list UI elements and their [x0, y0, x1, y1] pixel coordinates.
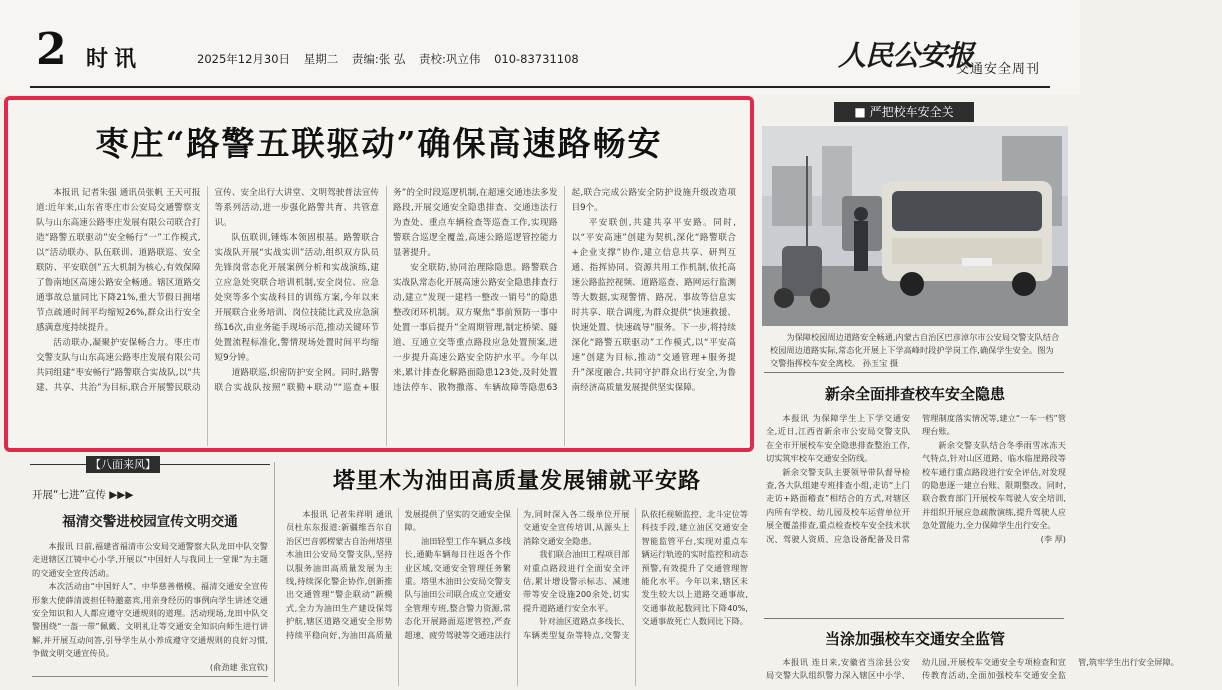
fuqing-paragraph: 本报讯 日前,福建省福清市公安局交通警察大队龙田中队交警走进辖区江镜中心小学,开展以“中国好人与我同上一堂课”为主题的交通安全宣传活动。 — [32, 541, 268, 578]
xinyu-headline: 新余全面排查校车安全隐患 — [824, 385, 1005, 403]
section-label: 【八面来风】 — [86, 456, 160, 473]
kicker: 开展“七进”宣传 ▶▶▶ — [32, 489, 134, 501]
lead-paragraph: 安全联防,协同治理除隐患。路警联合实战队常态化开展高速公路安全隐患排查行动,建立“发现一建档一整改一销号”的隐患整改闭环机制。双方聚焦“事前预防一事中处置一事后提升”全周期管理,制定桥梁、隧道、互通立交等重点路段应急处置预案,进一步提升高速公路安全防护水平。今年以来,累计排查化解路面隐患123处,及时处置违法停车、散物撒落、车辆故障等隐患63起,联合完成公路安全防护设施升级改造项目9个。 — [393, 188, 736, 393]
fuqing-paragraph: 本次活动由“中国好人”、中华慈善楷模、福清交通安全宣传形象大使薛清波担任特邀嘉宾,用亲身经历的事例向学生讲述交通安全知识和人人都应遵守交通规则的道理。活动现场,龙田中队交警围绕“一盔一带”佩戴、文明礼让等交通安全知识向师生进行讲解,并开展互动问答,引导学生从小养成遵守交通规则的良好习惯,争做文明交通宣传员。 — [32, 581, 268, 659]
page-number: 2 — [36, 24, 67, 75]
divider — [764, 618, 1064, 619]
divider — [764, 372, 1064, 373]
issue-phone: 010-83731108 — [494, 52, 579, 66]
lead-article[interactable] — [4, 96, 754, 452]
xinyu-body — [766, 412, 1066, 616]
xinyu-author: (李 厚) — [1040, 533, 1066, 544]
issue-info — [197, 51, 589, 67]
lead-body — [36, 186, 736, 446]
brand-logo: 人民公安报 — [838, 39, 974, 72]
tarim-paragraph: 油田轻型工作车辆点多线长,通勤车辆每日往返各个作业区域,交通安全管理任务繁重。塔里木油田公安局交警支队与油田公司联合成立交通安全管理专班,整合警力资源,常态化开展路面巡逻管控,严查超速、疲劳驾驶等交通违法行为,同时深入各二级单位开展交通安全宣传培训,从源头上消除交通安全隐患。 — [404, 509, 630, 640]
fuqing-headline: 福清交警进校园宣传文明交通 — [62, 514, 238, 530]
xinyu-paragraph: 本报讯 为保障学生上下学交通安全,近日,江西省新余市公安局交警支队在全市开展校车安全隐患排查整治工作,切实筑牢校车交通安全防线。 — [766, 413, 910, 464]
lead-paragraph: 道路联巡,织密防护安全网。同时,路警联合实战队按照“联勤+联动”“巡查+服务”的全时段巡逻机制,在超速交通违法多发路段,开展交通安全隐患排查、交通违法行为查处、重点车辆检查等巡查工作,实现路警联合巡逻全覆盖,高速公路巡逻管控能力显著提升。 — [214, 188, 558, 393]
fuqing-body — [32, 540, 268, 676]
dangtu-headline: 当涂加强校车交通安全监管 — [824, 630, 1005, 648]
lead-paragraph: 活动联办,凝聚护安保畅合力。枣庄市交警支队与山东高速公路枣庄发展有限公司共同组建“枣安畅行”路警联合实战队,以“共建、共享、共治”为目标,联合开展警民联动宣传、安全出行大讲堂、文明驾驶普法宣传等系列活动,进一步强化路警共育、共管意识。 — [36, 188, 379, 393]
tarim-headline: 塔里木为油田高质量发展铺就平安路 — [332, 468, 701, 494]
tarim-paragraph: 针对油区道路点多线长、车辆类型复杂等特点,交警支队依托视频监控、北斗定位等科技手段,建立油区交通安全智能监管平台,实现对重点车辆运行轨迹的实时监控和动态预警,有效提升了交通管理智能化水平。今年以来,辖区未发生较大以上道路交通事故,交通事故起数同比下降40%,交通事故死亡人数同比下降。 — [523, 509, 748, 640]
brand-subtitle: 交通安全周刊 — [956, 62, 1041, 77]
photo-caption — [770, 331, 1060, 370]
lead-headline: 枣庄“路警五联驱动”确保高速路畅安 — [95, 124, 663, 163]
tarim-paragraph: 我们联合油田工程项目部对重点路段进行全面安全评估,累计增设警示标志、减速带等安全设施200余处,切实提升道路通行安全水平。 — [523, 549, 630, 613]
dangtu-body — [766, 656, 1179, 688]
section-name: 时讯 — [86, 46, 143, 72]
feature-tab: ■ 严把校车安全关 — [834, 102, 974, 122]
fuqing-author: (俞劲建 张宜钦) — [209, 661, 268, 672]
lead-paragraph: 平安联创,共建共享平安路。同时,以“平安高速”创建为契机,深化“路警联合+企业支撑”协作,建立信息共享、研判互通、指挥协同、资源共用工作机制,依托高速公路监控视频、道路巡查、路网运行监测等大数据,实现警情、路况、事故等信息实时共享、联合调度,为群众提供“快速救援、快速处置、快速疏导”服务。下一步,将持续深化“路警五联驱动”工作模式,以“平安高速”创建为目标,推动“交通管理+服务提升”深度融合,共同守护群众出行安全,为鲁南经济高质量发展提供坚实保障。 — [571, 218, 736, 393]
school-bus-photo — [762, 126, 1068, 326]
photo-caption-text: 为保障校园周边道路安全畅通,内蒙古自治区巴彦淖尔市公安局交警支队结合校园周边道路实际,常态化开展上下学高峰时段护学岗工作,确保学生安全。图为交警指挥校车安全离校。 — [770, 332, 1060, 368]
issue-proofreader: 责校:巩立伟 — [419, 52, 481, 66]
masthead-rule — [30, 86, 1050, 88]
xinyu-paragraph: 新余交警支队结合冬季雨雪冰冻天气特点,针对山区道路、临水临崖路段等校车通行重点路段进行安全评估,对发现的隐患逐一建立台账、限期整改。同时,联合教育部门开展校车驾驶人安全培训,并组织开展应急疏散演练,提升驾驶人应急处置能力,全力保障学生出行安全。 — [922, 439, 1066, 531]
divider — [32, 676, 268, 677]
photo-credit: 孙玉宝 摄 — [862, 358, 899, 368]
lead-paragraph: 本报讯 记者朱强 通讯员张帆 王天可报道:近年来,山东省枣庄市公安局交通警察支队与山东高速公路枣庄发展有限公司联合打造“路警五联驱动”安全畅行“一”工作模式,以“活动联办、队伍联训、道路联巡、安全联防、平安联创”五大机制为核心,有效保障了鲁南地区高速公路安全畅通。辖区道路交通事故总量同比下降21%,重大节假日拥堵节点疏通时间平均缩短26%,群众出行安全感满意度持续提升。 — [36, 188, 201, 333]
issue-editor: 责编:张 弘 — [351, 52, 406, 66]
dangtu-paragraph: 本报讯 连日来,安徽省当涂县公安局交警大队组织警力深入辖区中小学、幼儿园,开展校车交通安全专项检查和宣传教育活动,全面加强校车交通安全监管,筑牢学生出行安全屏障。 — [766, 657, 1179, 681]
issue-weekday: 星期二 — [303, 52, 339, 66]
tarim-paragraph: 本报讯 记者朱祥明 通讯员杜东东报道:新疆维吾尔自治区巴音郭楞蒙古自治州塔里木油田公安局交警支队,坚持以服务油田高质量发展为主线,持续深化警企协作,创新推出交通管理“警企联动”新模式,全力为油田生产建设保驾护航,辖区道路交通安全形势持续平稳向好,为油田高质量发展提供了坚实的交通安全保障。 — [286, 509, 511, 640]
xinyu-paragraph: 新余交警支队主要领导带队督导检查,各大队组建专班排查小组,走访“上门走访+路面稽查”相结合的方式,对辖区内所有学校、幼儿园及校车运营单位开展全覆盖排查,重点检查校车安全技术状况、驾驶人资质、应急设备配备及日常管理制度落实情况等,建立“一车一档”管理台账。 — [766, 413, 1066, 544]
tarim-body — [286, 508, 748, 686]
issue-date: 2025年12月30日 — [197, 52, 291, 66]
school-bus-photo-illustration — [762, 126, 1068, 326]
masthead — [0, 0, 1080, 95]
column-divider — [274, 462, 275, 682]
lead-paragraph: 队伍联训,锤炼本领固根基。路警联合实战队开展“实战实训”活动,组织双方队员先锋岗常态化开展案例分析和实战演练,建立应急处突联合培训机制,安全岗位、应急处突等多个实战科目的训练方案,今年以来开展联合业务培训、岗位技能比武及应急演练16次,由业务能手现场示范,推动关键环节处置流程标准化,警情现场处置时间平均缩短9分钟。 — [214, 233, 379, 363]
